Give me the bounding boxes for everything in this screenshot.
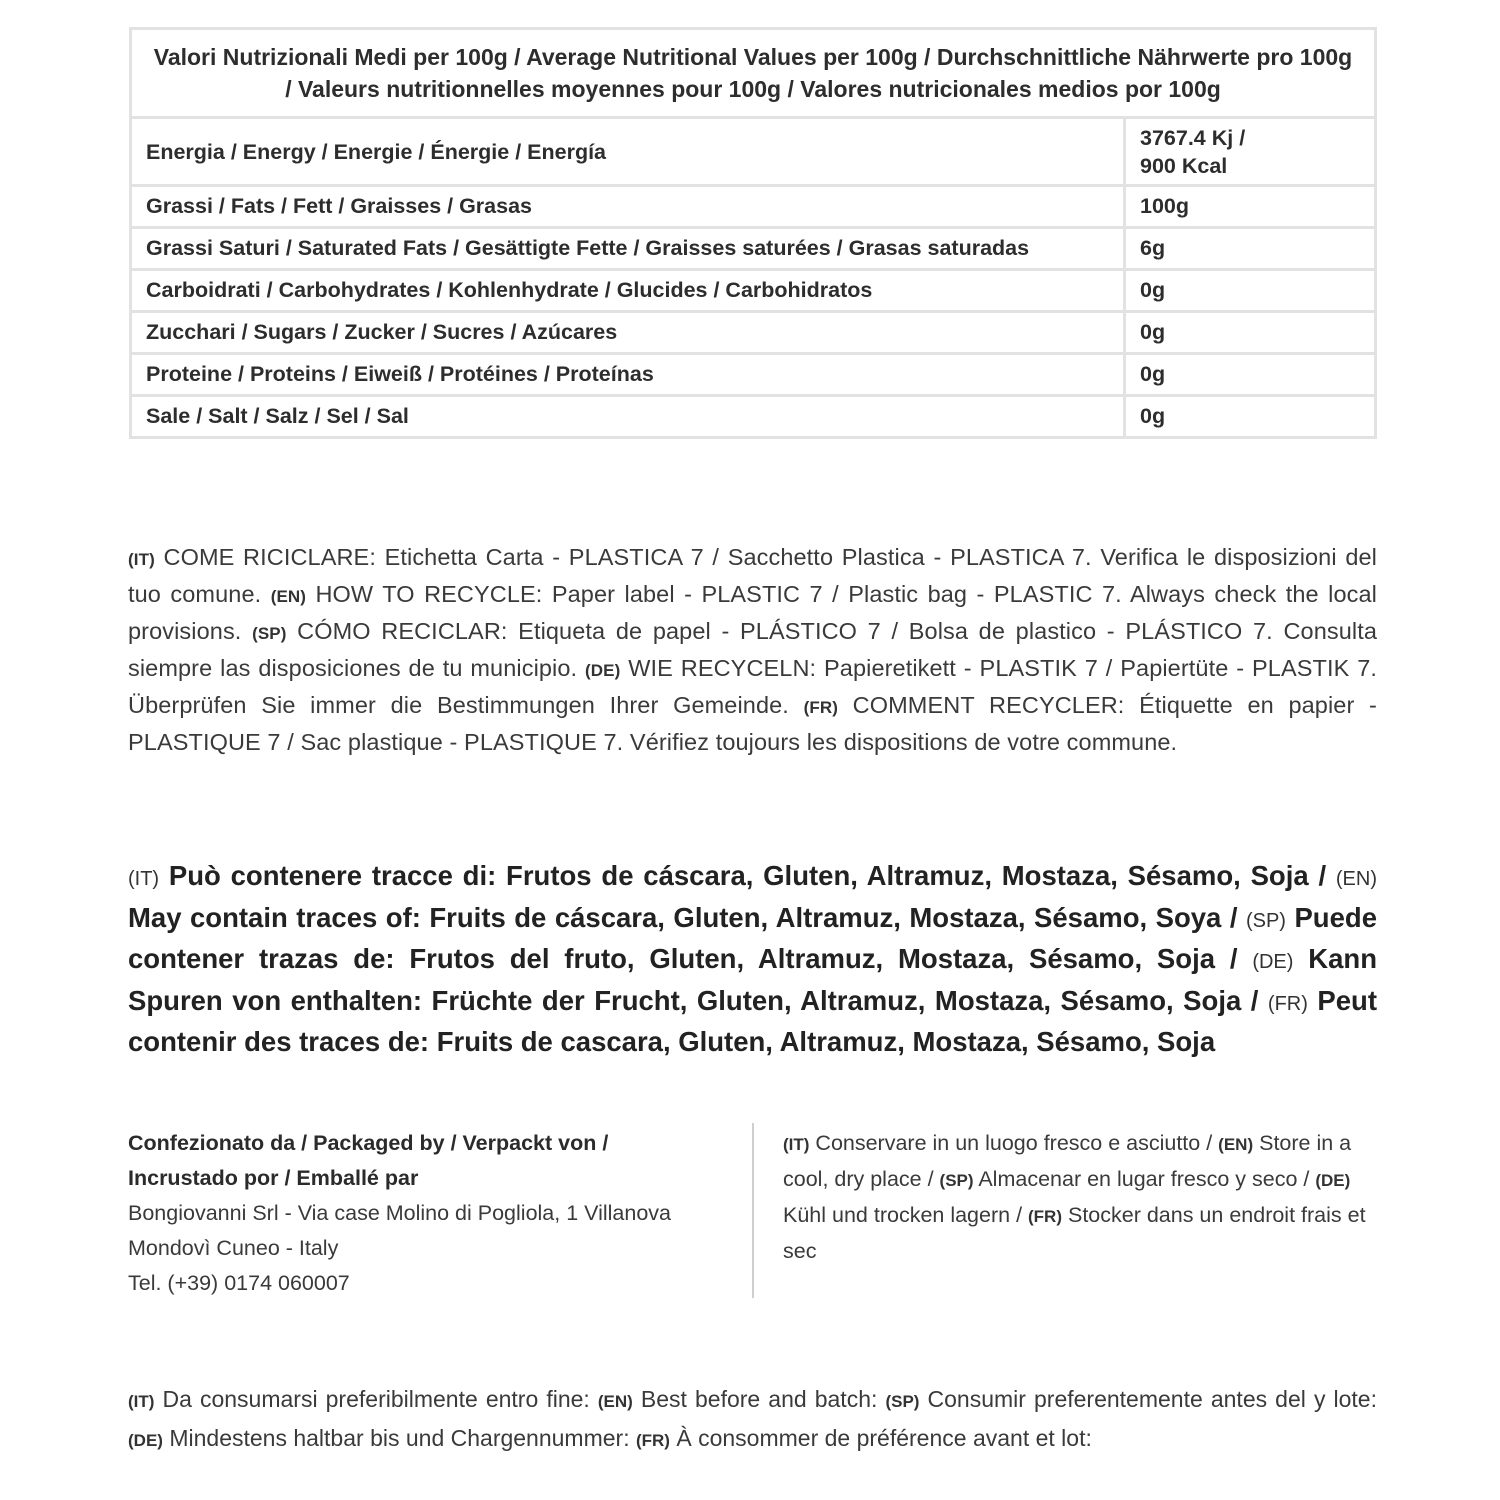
lang-tag-sp: (SP) [252,624,287,643]
nutrient-label: Grassi Saturi / Saturated Fats / Gesättigte Fette / Graisses saturées / Grasas saturadas [131,228,1125,270]
lang-tag-sp: (SP) [885,1392,920,1411]
lang-tag-fr: (FR) [635,1431,670,1450]
lang-tag-de: (DE) [1315,1171,1351,1190]
nutrition-row-carbohydrates [131,270,1376,312]
lang-tag-en: (EN) [597,1392,633,1411]
lang-tag-it: (IT) [783,1135,810,1154]
nutrition-header-row [131,29,1376,118]
column-divider [752,1123,754,1298]
allergen-text-fr: Peut contenir des traces de: Fruits de cascara, Gluten, Altramuz, Mostaza, Sésamo, Soja [128,984,1378,1057]
best-before-text-sp: Consumir preferentemente antes del y lote: [919,1386,1377,1412]
energy-kcal: 900 Kcal [1140,153,1228,178]
storage-text-sp: Almacenar en lugar fresco y seco / [973,1167,1316,1191]
storage-instructions [783,1126,1377,1269]
nutrient-value: 100g [1125,186,1376,228]
storage-text-en: Store in a cool, dry place / [783,1131,1352,1191]
recycle-text-en: HOW TO RECYCLE: Paper label - PLASTIC 7 / Plastic bag - PLASTIC 7. Always check the local provisions. [128,581,1377,644]
recycle-text-it: COME RICICLARE: Etichetta Carta - PLASTICA 7 / Sacchetto Plastica - PLASTICA 7. Verifica le disposizioni del tuo comune. [128,544,1377,607]
nutrient-label: Grassi / Fats / Fett / Graisses / Grasas [131,186,1125,228]
lang-tag-de: (DE) [128,1431,163,1450]
lang-tag-en: (EN) [1335,868,1377,890]
lang-tag-sp: (SP) [939,1171,974,1190]
lang-tag-en: (EN) [1218,1135,1254,1154]
nutrition-row-fats [131,186,1376,228]
nutrient-value: 6g [1125,228,1376,270]
storage-text-de: Kühl und trocken lagern / [783,1203,1029,1227]
lang-tag-it: (IT) [128,1392,155,1411]
best-before-info [128,1381,1377,1459]
company-address: Bongiovanni Srl - Via case Molino di Pogliola, 1 Villanova [128,1201,672,1225]
storage-text-fr: Stocker dans un endroit frais et sec [783,1203,1366,1263]
energy-kj: 3767.4 Kj / [1140,125,1246,150]
company-address-2: Mondovì Cuneo - Italy [128,1236,339,1260]
nutrient-value: 0g [1125,396,1376,438]
nutrition-table [129,27,1377,439]
lang-tag-fr: (FR) [803,698,838,717]
packaging-info [128,1126,728,1301]
nutrient-value: 0g [1125,312,1376,354]
lang-tag-fr: (FR) [1028,1207,1062,1226]
nutrition-row-proteins [131,354,1376,396]
recycle-text-fr: COMMENT RECYCLER: Étiquette en papier - PLASTIQUE 7 / Sac plastique - PLASTIQUE 7. Vérifiez toujours les dispositions de votre commune. [128,692,1377,755]
packaged-by-title-2: Incrustado por / Emballé par [128,1166,419,1190]
lang-tag-it: (IT) [128,550,155,569]
company-phone: Tel. (+39) 0174 060007 [128,1271,350,1295]
allergen-text-en: May contain traces of: Fruits de cáscara, Gluten, Altramuz, Mostaza, Sésamo, Soya / [128,901,1246,933]
recycle-text-de: WIE RECYCELN: Papieretikett - PLASTIK 7 / Papiertüte - PLASTIK 7. Überprüfen Sie immer die Bestimmungen Ihrer Gemeinde. [128,655,1377,718]
nutrient-label: Zucchari / Sugars / Zucker / Sucres / Azúcares [131,312,1125,354]
nutrient-value [1125,118,1376,186]
nutrient-value: 0g [1125,354,1376,396]
lang-tag-it: (IT) [128,868,160,890]
allergen-text-it: Può contenere tracce di: Frutos de cáscara, Gluten, Altramuz, Mostaza, Sésamo, Soja / [159,860,1336,891]
nutrition-header: Valori Nutrizionali Medi per 100g / Average Nutritional Values per 100g / Durchschnittliche Nährwerte pro 100g / Valeurs nutritionnelles moyennes pour 100g / Valores nutricionales medios por 100g [131,29,1376,118]
best-before-text-de: Mindestens haltbar bis und Chargennummer: [162,1425,636,1451]
allergen-text-sp: Puede contener trazas de: Frutos del fruto, Gluten, Altramuz, Mostaza, Sésamo, Soja / [128,901,1377,974]
lang-tag-de: (DE) [585,661,621,680]
storage-text-it: Conservare in un luogo fresco e asciutto / [809,1131,1219,1155]
lang-tag-en: (EN) [270,587,307,606]
allergen-warning [128,857,1377,1061]
nutrition-row-saturated-fats [131,228,1376,270]
lang-tag-de: (DE) [1252,951,1294,973]
best-before-text-it: Da consumarsi preferibilmente entro fine: [154,1386,598,1412]
nutrition-row-energy [131,118,1376,186]
best-before-text-en: Best before and batch: [632,1386,886,1412]
nutrient-label: Carboidrati / Carbohydrates / Kohlenhydrate / Glucides / Carbohidratos [131,270,1125,312]
nutrient-label: Sale / Salt / Salz / Sel / Sal [131,396,1125,438]
nutrient-label: Energia / Energy / Energie / Énergie / Energía [131,118,1125,186]
recycling-instructions [128,540,1377,759]
nutrition-row-salt [131,396,1376,438]
recycle-text-sp: CÓMO RECICLAR: Etiqueta de papel - PLÁSTICO 7 / Bolsa de plastico - PLÁSTICO 7. Consulta siempre las disposiciones de tu municipio. [128,618,1377,681]
lang-tag-sp: (SP) [1245,909,1286,932]
nutrition-row-sugars [131,312,1376,354]
best-before-text-fr: À consommer de préférence avant et lot: [669,1425,1092,1451]
allergen-text-de: Kann Spuren von enthalten: Früchte der Frucht, Gluten, Altramuz, Mostaza, Sésamo, Soja / [128,943,1377,1016]
nutrient-value: 0g [1125,270,1376,312]
packaged-by-title: Confezionato da / Packaged by / Verpackt von / [128,1131,609,1155]
nutrient-label: Proteine / Proteins / Eiweiß / Protéines / Proteínas [131,354,1125,396]
lang-tag-fr: (FR) [1267,992,1308,1015]
